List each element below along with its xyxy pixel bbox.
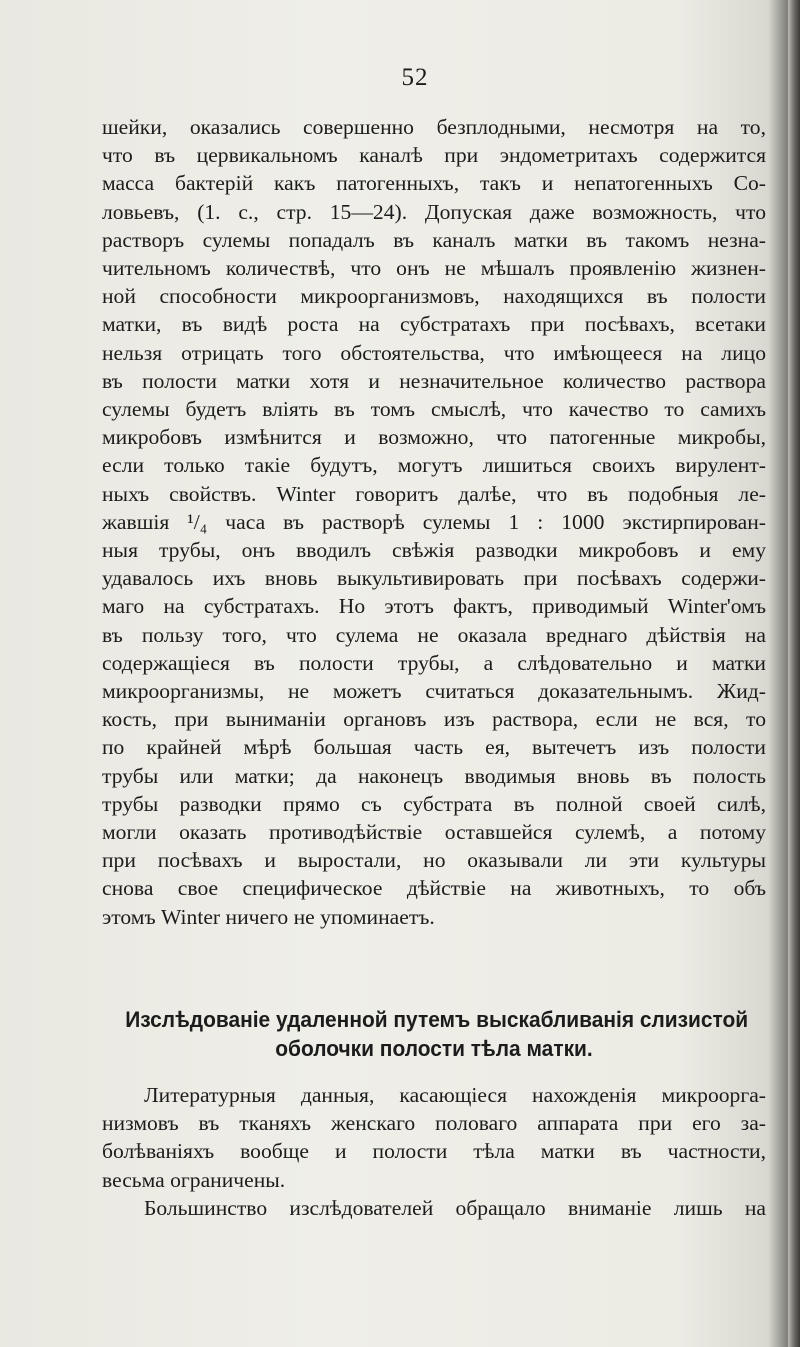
text-line: ной способности микроорганизмовъ, находящихся въ полости <box>102 284 766 309</box>
text-line: шейки, оказались совершенно безплодными, несмотря на то, <box>102 115 766 139</box>
text-line: болѣваніяхъ вообще и полости тѣла матки въ частности, <box>102 1139 766 1164</box>
text-line: матки, въ видѣ роста на субстратахъ при посѣвахъ, всетаки <box>102 312 766 337</box>
text-line: нельзя отрицать того обстоятельства, что имѣющееся на лицо <box>102 340 766 365</box>
text-line: весьма ограничены. <box>102 1167 286 1192</box>
text-line: Большинство изслѣдователей обращало вниманіе лишь на <box>144 1195 766 1220</box>
text-line: жавшія ¹/₄ часа въ растворѣ сулемы 1 : 1000 экстирпирован- <box>102 509 766 534</box>
text-line: при посѣвахъ и выростали, но оказывали ли эти культуры <box>102 848 766 873</box>
paragraph-2 <box>102 1081 766 1222</box>
text-line: въ полости матки хотя и незначительное количество раствора <box>102 368 766 393</box>
heading-line: Изслѣдованіе удаленной путемъ выскабливанія слизистой <box>125 1007 749 1032</box>
text-line: ныхъ свойствъ. Winter говоритъ далѣе, что въ подобныя ле- <box>102 481 766 506</box>
text-line: масса бактерій какъ патогенныхъ, такъ и непатогенныхъ Со- <box>102 171 766 196</box>
text-line: растворъ сулемы попадалъ въ каналъ матки въ такомъ незна- <box>102 227 766 252</box>
text-line: по крайней мѣрѣ большая часть ея, вытечетъ изъ полости <box>102 735 766 760</box>
text-line: микроорганизмы, не можетъ считаться доказательнымъ. Жид- <box>102 679 766 704</box>
text-line: маго на субстратахъ. Но этотъ фактъ, приводимый Winter'омъ <box>102 594 766 619</box>
text-line: содержащіеся въ полости трубы, а слѣдовательно и матки <box>102 650 766 675</box>
text-line: сулемы будетъ вліять въ томъ смыслѣ, что качество то самихъ <box>102 397 766 422</box>
text-line: микробовъ измѣнится и возможно, что патогенные микробы, <box>102 425 766 450</box>
page-edge-shadow <box>788 0 800 1347</box>
text-line: удавалось ихъ вновь выкультивировать при посѣвахъ содержи- <box>102 566 766 591</box>
text-line: что въ цервикальномъ каналѣ при эндометритахъ содержится <box>102 143 766 168</box>
text-line: кость, при выниманіи органовъ изъ раствора, если не вся, то <box>102 707 766 732</box>
text-line: трубы или матки; да наконецъ вводимыя вновь въ полость <box>102 763 766 788</box>
text-line: чительномъ количествѣ, что онъ не мѣшалъ проявленію жизнен- <box>102 256 766 281</box>
text-line: Литературныя данныя, касающіеся нахожденія микроорга- <box>144 1083 766 1107</box>
text-line: въ пользу того, что сулема не оказала вреднаго дѣйствія на <box>102 622 766 647</box>
page-number: 52 <box>401 64 429 91</box>
text-line: низмовъ въ тканяхъ женскаго половаго аппарата при его за- <box>102 1111 766 1136</box>
heading-line: оболочки полости тѣла матки. <box>275 1036 593 1061</box>
text-line: этомъ Winter ничего не упоминаетъ. <box>102 904 435 929</box>
text-line: если только такіе будутъ, могутъ лишиться своихъ вирулент- <box>102 453 766 478</box>
text-line: трубы разводки прямо съ субстрата въ полной своей силѣ, <box>102 791 766 816</box>
text-line: ныя трубы, онъ вводилъ свѣжія разводки микробовъ и ему <box>102 538 766 563</box>
paragraph-1 <box>102 113 766 931</box>
section-heading <box>125 1005 749 1063</box>
text-line: снова свое специфическое дѣйствіе на животныхъ, то объ <box>102 876 766 901</box>
text-line: ловьевъ, (1. с., стр. 15—24). Допуская даже возможность, что <box>102 199 766 224</box>
text-line: могли оказать противодѣйствіе оставшейся сулемѣ, а потому <box>102 820 766 845</box>
